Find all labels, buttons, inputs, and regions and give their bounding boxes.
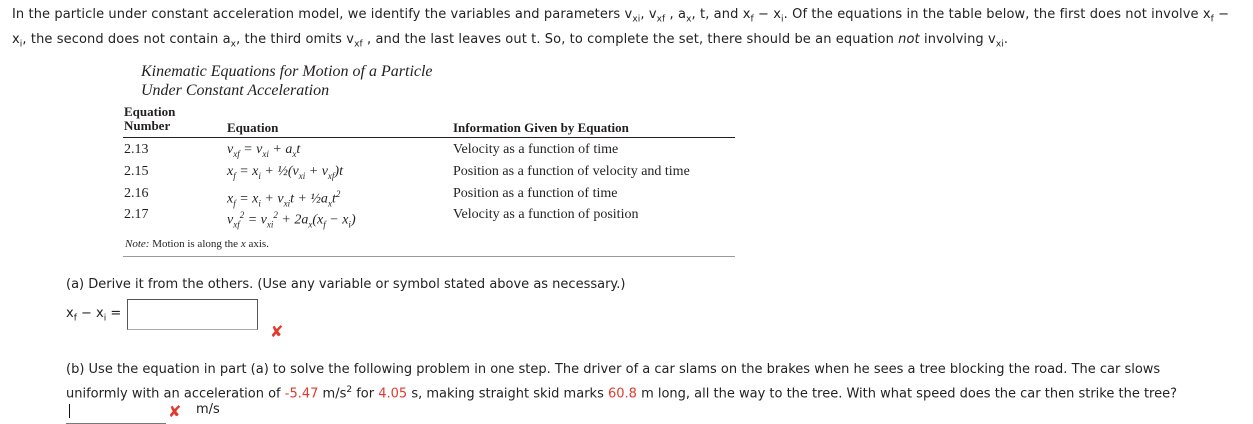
var-vxi-2: $v_{xi}$ [988, 31, 1004, 50]
part-b-question: (b) Use the equation in part (a) to solve the following problem in one step. The driver of a car slams on the brakes when he sees a tree blocking the road. The car slows uniformly with an acceleration of -5.47 $m/s^2$ for 4.05 s, making straight skid marks 60.8 m long, all the way to the tree. With what speed does the car then strike the tree? [66, 362, 1178, 402]
text-cursor [69, 404, 70, 418]
row-number: 2.15 [124, 164, 149, 179]
intro-text: In the particle under constant acceleration model, we identify the variables and parameters [12, 7, 625, 22]
part-b-answer-input[interactable] [66, 401, 166, 424]
row-equation: $v_{xf} = v_{xi} + a_xt$ [227, 142, 301, 159]
var-ax-2: $a_x$ [222, 31, 237, 50]
row-equation: $v_{xf}^2 = v_{xi}^2 + 2a_x(x_f - x_i)$ [227, 210, 356, 230]
row-info: Velocity as a function of position [453, 207, 639, 222]
var-xf-xi-2: $x_f - x_i$ [12, 7, 1230, 50]
table-caption: Kinematic Equations for Motion of a Particle Under Constant Acceleration [141, 63, 433, 99]
var-ax: $a_x$ [678, 7, 692, 25]
problem-intro: In the particle under constant acceleration model, we identify the variables and parameters $v_{xi}$, $v_{xf}$ , $a_x$, t, and $x_f - x_i$. Of the equations in the table below, the first does not involve $x_f - x_i$, the second does not contain $a_x$, the third omits $v_{xf}$ , and the last leaves out t. So, to complete the set, there should be an equation not involving $v_{xi}$. [12, 7, 1230, 50]
table-top-rule [123, 137, 735, 138]
var-vxf: $v_{xf}$ [648, 7, 666, 25]
value-acceleration: -5.47 [284, 386, 319, 402]
var-vxi: $v_{xi}$ [624, 7, 641, 25]
row-equation: $x_f = x_i + v_{xi}t$ + $\frac{1}{2}a_xt^2$ [227, 189, 341, 209]
var-t: t [700, 7, 706, 22]
incorrect-icon: ✘ [270, 322, 284, 341]
incorrect-icon: ✘ [168, 402, 182, 421]
col-header-equation: Equation [227, 120, 279, 135]
var-vxf-2: $v_{xf}$ [346, 31, 363, 50]
col-header-number: Equation Number [124, 104, 176, 133]
value-distance: 60.8 [607, 386, 637, 402]
part-a-label: $x_f - x_i$ = [66, 306, 122, 324]
var-xf-xi: $x_f - x_i$ [742, 7, 784, 25]
row-info: Position as a function of velocity and time [453, 164, 690, 179]
unit-label: m/s [196, 402, 220, 417]
emphasis-not: not [898, 31, 920, 47]
value-time: 4.05 [378, 386, 408, 402]
row-number: 2.17 [124, 207, 149, 222]
var-t-2: t [531, 31, 537, 47]
row-number: 2.16 [124, 186, 149, 201]
part-a-question: (a) Derive it from the others. (Use any variable or symbol stated above as necessary.) [66, 277, 626, 292]
col-header-info: Information Given by Equation [453, 120, 629, 135]
part-a-answer-input[interactable] [127, 299, 258, 330]
table-bottom-rule [123, 256, 735, 257]
table-note: Note: Motion is along the x axis. [125, 238, 269, 250]
row-info: Velocity as a function of time [453, 142, 619, 157]
row-info: Position as a function of time [453, 186, 618, 201]
row-number: 2.13 [124, 142, 149, 157]
row-equation: $x_f = x_i$ + $\frac{1}{2}(v_{xi} + v_{xf})t$ [227, 164, 343, 181]
